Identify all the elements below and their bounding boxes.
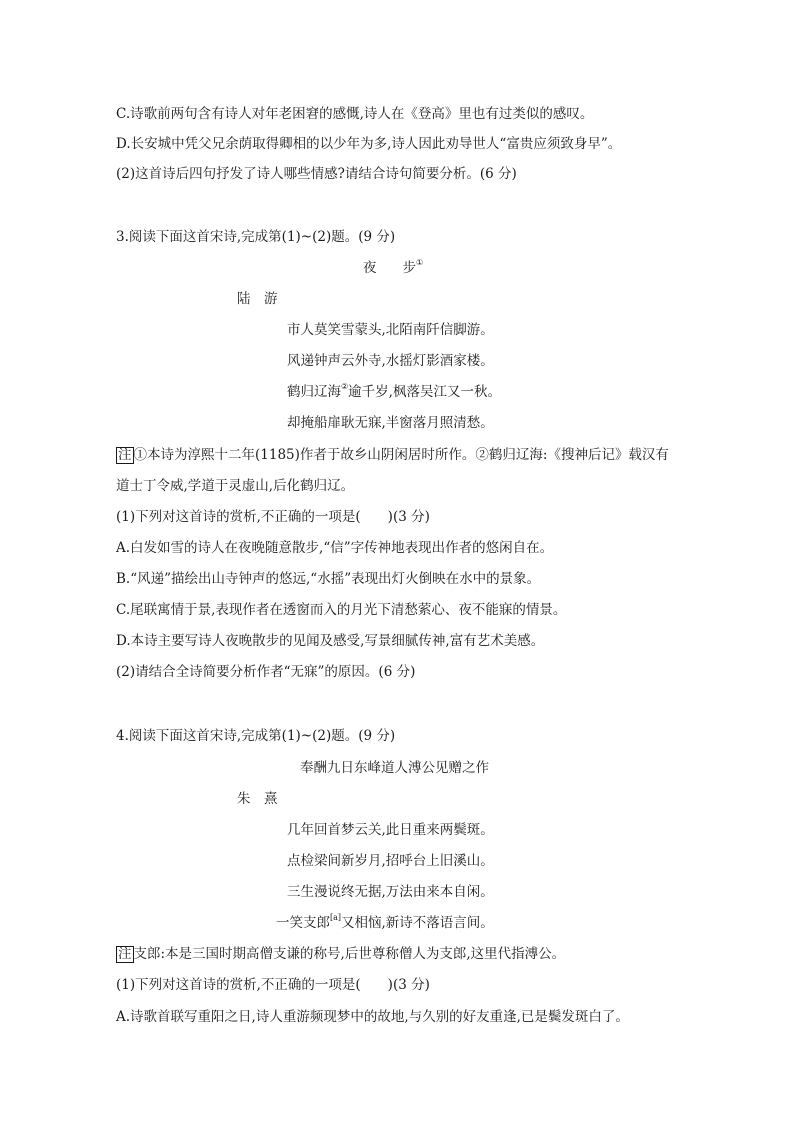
q4-note-mark: 注 xyxy=(118,946,132,962)
q3-poem-line-3a: 鹤归辽海 xyxy=(287,384,341,400)
q3-intro: 3.阅读下面这首宋诗,完成第(1)~(2)题。(9 分) xyxy=(116,229,396,245)
q3-poem-footnote: ② xyxy=(341,382,349,391)
q4-note-text: 支郎:本是三国时期高僧支谦的称号,后世尊称僧人为支郎,这里代指溥公。 xyxy=(133,946,566,962)
q3-option-b: B.“风递”描绘出山寺钟声的悠远,“水摇”表现出灯火倒映在水中的景象。 xyxy=(116,571,541,587)
q3-option-d: D.本诗主要写诗人夜晚散步的见闻及感受,写景细腻传神,富有艺术美感。 xyxy=(116,633,545,649)
q2-subquestion-2: (2)这首诗后四句抒发了诗人哪些情感?请结合诗句简要分析。(6 分) xyxy=(116,166,517,182)
q4-subquestion-1: (1)下列对这首诗的赏析,不正确的一项是( )(3 分) xyxy=(116,977,430,993)
q4-poem-line-4a: 一笑支郎 xyxy=(276,915,330,931)
q3-title-char-2: 步 xyxy=(402,260,416,276)
q3-note xyxy=(116,446,669,464)
q3-note-cont: 道士丁令威,学道于灵虚山,后化鹤归辽。 xyxy=(116,478,355,494)
q3-author: 陆 游 xyxy=(237,291,278,307)
q3-poem-line-3b: 逾千岁,枫落吴江又一秋。 xyxy=(348,384,501,400)
q4-intro: 4.阅读下面这首宋诗,完成第(1)~(2)题。(9 分) xyxy=(116,728,396,744)
q4-poem-line-4b: 又相恼,新诗不落语言间。 xyxy=(341,915,494,931)
q3-note-text: ①本诗为淳熙十二年(1185)作者于故乡山阴闲居时所作。②鹤归辽海:《搜神后记》载汉有 xyxy=(133,447,669,463)
q4-option-a: A.诗歌首联写重阳之日,诗人重游频现梦中的故地,与久别的好友重逢,已是鬓发斑白了。 xyxy=(116,1009,629,1025)
q3-title-char-1: 夜 xyxy=(363,260,377,276)
q4-poem-line-1: 几年回首梦云关,此日重来两鬓斑。 xyxy=(287,822,494,838)
q3-poem-line-3 xyxy=(287,383,501,401)
q4-author: 朱 熹 xyxy=(237,791,278,807)
q4-poem-title: 奉酬九日东峰道人溥公见赠之作 xyxy=(300,760,489,776)
q3-option-a: A.白发如雪的诗人在夜晚随意散步,“信”字传神地表现出作者的悠闲自在。 xyxy=(116,540,554,556)
q3-poem-line-4: 却掩船扉耿无寐,半窗落月照清愁。 xyxy=(287,415,494,431)
q2-option-d: D.长安城中凭父兄余荫取得卿相的以少年为多,诗人因此劝导世人“富贵应须致身早”。 xyxy=(116,136,622,152)
q4-poem-footnote: [a] xyxy=(330,913,342,922)
q4-poem-line-3: 三生漫说终无据,万法由来本自闲。 xyxy=(287,884,494,900)
q2-option-c: C.诗歌前两句含有诗人对年老困窘的感慨,诗人在《登高》里也有过类似的感叹。 xyxy=(116,106,594,122)
q4-poem-line-2: 点检梁间新岁月,招呼台上旧溪山。 xyxy=(287,853,494,869)
q4-note xyxy=(116,945,565,963)
q3-subquestion-1: (1)下列对这首诗的赏析,不正确的一项是( )(3 分) xyxy=(116,509,430,525)
q3-poem-line-2: 风递钟声云外寺,水摇灯影酒家楼。 xyxy=(287,353,494,369)
q4-poem-line-4 xyxy=(276,914,494,932)
q3-poem-line-1: 市人莫笑雪蒙头,北陌南阡信脚游。 xyxy=(287,322,494,338)
q3-note-mark: 注 xyxy=(118,447,132,463)
q3-poem-title xyxy=(363,259,423,277)
q3-option-c: C.尾联寓情于景,表现作者在透窗而入的月光下清愁萦心、夜不能寐的情景。 xyxy=(116,602,567,618)
q3-subquestion-2: (2)请结合全诗简要分析作者“无寐”的原因。(6 分) xyxy=(116,664,416,680)
q3-title-footnote: ① xyxy=(416,258,424,267)
